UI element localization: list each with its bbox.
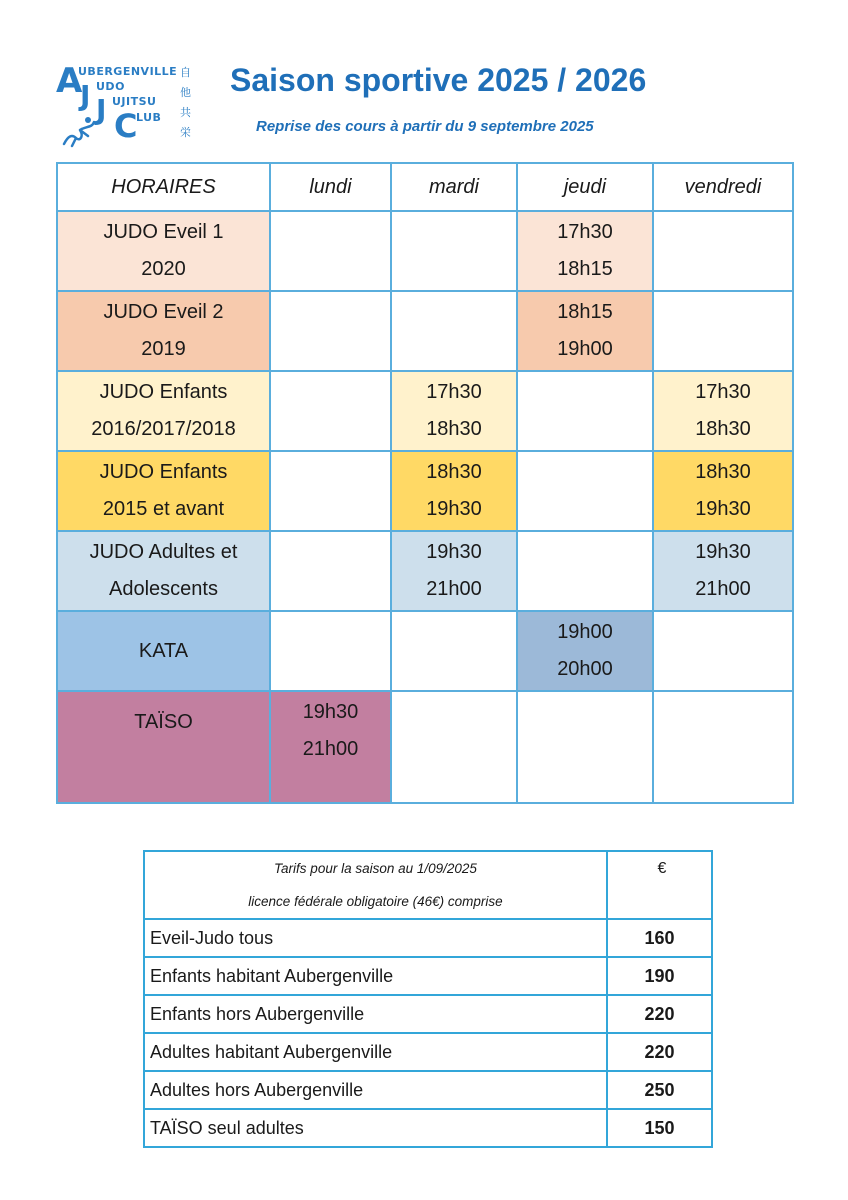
slot-mardi (391, 451, 517, 531)
schedule-row-enfants-2016-2018 (57, 371, 793, 451)
course-label (57, 291, 270, 371)
logo-text-aubergenville: UBERGENVILLE (78, 65, 178, 78)
end-time: 19h00 (557, 338, 613, 360)
tarif-row (144, 995, 712, 1033)
logo-kanji-1: 自 (180, 66, 191, 79)
slot-vendredi (653, 611, 793, 691)
logo-kanji-2: 他 (180, 86, 191, 99)
logo-letter-j2: J (96, 93, 107, 126)
course-name: JUDO Enfants (99, 461, 228, 483)
slot-lundi (270, 451, 391, 531)
start-time: 19h30 (302, 701, 359, 723)
start-time: 18h15 (557, 301, 613, 323)
tarifs-header-line1: Tarifs pour la saison au 1/09/2025 (274, 861, 477, 876)
slot-mardi (391, 611, 517, 691)
tarif-price: 190 (607, 957, 712, 995)
slot-mardi (391, 691, 517, 803)
tarif-row (144, 1033, 712, 1071)
column-header-vendredi: vendredi (653, 163, 793, 211)
slot-jeudi (517, 451, 653, 531)
slot-lundi (270, 691, 391, 803)
tarifs-header (144, 851, 607, 919)
start-time: 17h30 (695, 381, 751, 403)
schedule-row-eveil1 (57, 211, 793, 291)
end-time: 21h00 (302, 738, 359, 760)
course-label (57, 371, 270, 451)
start-time: 17h30 (426, 381, 482, 403)
slot-vendredi (653, 531, 793, 611)
schedule-table (56, 162, 794, 804)
tarif-label: TAÏSO seul adultes (144, 1109, 607, 1147)
tarif-price: 220 (607, 1033, 712, 1071)
slot-lundi (270, 611, 391, 691)
logo-kanji-4: 栄 (180, 126, 191, 139)
slot-jeudi (517, 611, 653, 691)
tarif-price: 160 (607, 919, 712, 957)
end-time: 21h00 (426, 578, 482, 600)
slot-mardi (391, 211, 517, 291)
end-time: 21h00 (695, 578, 751, 600)
page-subtitle: Reprise des cours à partir du 9 septembre 2025 (256, 118, 594, 135)
tarifs-header-row (144, 851, 712, 919)
page-title: Saison sportive 2025 / 2026 (230, 62, 647, 98)
course-label (57, 531, 270, 611)
slot-vendredi (653, 371, 793, 451)
course-detail: 2020 (141, 258, 186, 280)
course-label (57, 451, 270, 531)
logo-text-judo: UDO (96, 80, 125, 93)
logo-text-jujitsu: UJITSU (112, 95, 157, 108)
course-detail: 2016/2017/2018 (91, 418, 236, 440)
tarif-row (144, 919, 712, 957)
course-name: JUDO Eveil 2 (103, 301, 224, 323)
start-time: 18h30 (695, 461, 751, 483)
course-name: JUDO Enfants (99, 381, 228, 403)
slot-jeudi (517, 691, 653, 803)
course-label (57, 611, 270, 691)
tarif-label: Eveil-Judo tous (144, 919, 607, 957)
slot-jeudi (517, 211, 653, 291)
start-time: 17h30 (557, 221, 613, 243)
column-header-lundi: lundi (270, 163, 391, 211)
slot-vendredi (653, 211, 793, 291)
slot-jeudi (517, 291, 653, 371)
schedule-row-enfants-2015 (57, 451, 793, 531)
slot-jeudi (517, 371, 653, 451)
club-logo (56, 60, 206, 152)
slot-mardi (391, 291, 517, 371)
slot-jeudi (517, 531, 653, 611)
course-name: JUDO Eveil 1 (103, 221, 224, 243)
course-detail: 2015 et avant (102, 498, 225, 520)
slot-lundi (270, 531, 391, 611)
tarif-label: Enfants habitant Aubergenville (144, 957, 607, 995)
slot-vendredi (653, 291, 793, 371)
end-time: 19h30 (426, 498, 482, 520)
course-label (57, 211, 270, 291)
start-time: 19h00 (557, 621, 613, 643)
course-detail: 2019 (141, 338, 186, 360)
column-header-jeudi: jeudi (517, 163, 653, 211)
slot-vendredi (653, 691, 793, 803)
schedule-row-adultes (57, 531, 793, 611)
schedule-row-taiso (57, 691, 793, 803)
end-time: 18h30 (695, 418, 751, 440)
logo-letter-c: C (114, 107, 138, 145)
start-time: 18h30 (426, 461, 482, 483)
slot-lundi (270, 291, 391, 371)
slot-mardi (391, 531, 517, 611)
start-time: 19h30 (426, 541, 482, 563)
tarif-price: 220 (607, 995, 712, 1033)
slot-vendredi (653, 451, 793, 531)
tarif-price: 250 (607, 1071, 712, 1109)
slot-lundi (270, 211, 391, 291)
end-time: 18h30 (426, 418, 482, 440)
slot-lundi (270, 371, 391, 451)
end-time: 18h15 (557, 258, 613, 280)
course-detail: Adolescents (109, 578, 218, 600)
logo-letter-a: A (56, 61, 83, 101)
tarif-label: Enfants hors Aubergenville (144, 995, 607, 1033)
tarif-row (144, 1109, 712, 1147)
column-header-horaires: HORAIRES (57, 163, 270, 211)
currency-header: € (607, 851, 712, 919)
tarif-label: Adultes habitant Aubergenville (144, 1033, 607, 1071)
start-time: 19h30 (695, 541, 751, 563)
tarif-price: 150 (607, 1109, 712, 1147)
tarif-label: Adultes hors Aubergenville (144, 1071, 607, 1109)
logo-text-club: LUB (136, 111, 162, 124)
column-header-mardi: mardi (391, 163, 517, 211)
course-name: JUDO Adultes et (89, 541, 238, 563)
end-time: 19h30 (695, 498, 751, 520)
tarifs-table (143, 850, 713, 1148)
schedule-row-kata (57, 611, 793, 691)
course-name: TAÏSO (134, 711, 193, 733)
logo-kanji-3: 共 (180, 106, 191, 119)
end-time: 20h00 (557, 658, 613, 680)
course-label (57, 691, 270, 803)
judoka-figure-icon (58, 116, 98, 148)
logo-letter-j1: J (80, 79, 91, 112)
schedule-row-eveil2 (57, 291, 793, 371)
slot-mardi (391, 371, 517, 451)
schedule-header-row (57, 163, 793, 211)
course-name: KATA (138, 639, 189, 662)
tarifs-header-line2: licence fédérale obligatoire (46€) comprise (248, 894, 503, 909)
tarif-row (144, 957, 712, 995)
tarif-row (144, 1071, 712, 1109)
